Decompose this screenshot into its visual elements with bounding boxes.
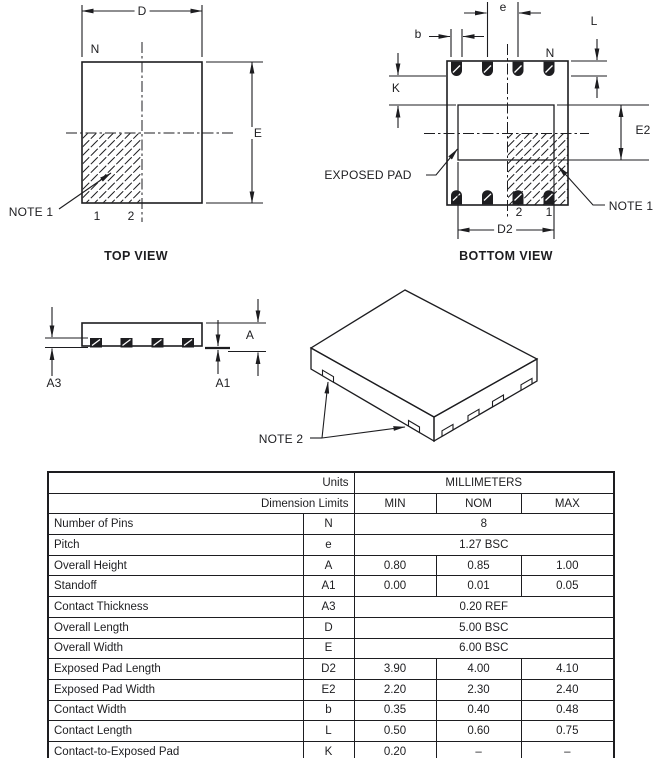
dimension-symbol-cell: N — [303, 514, 354, 535]
dimension-name-cell: Pitch — [48, 535, 303, 556]
dimension-max-cell: 4.10 — [521, 659, 614, 680]
pin1-number: 1 — [93, 209, 101, 223]
dimension-nom-cell: 0.40 — [436, 700, 521, 721]
dimension-max-cell: 1.00 — [521, 555, 614, 576]
dim-label-e: E — [251, 127, 265, 139]
dimension-value-cell: 8 — [354, 514, 614, 535]
pin1-hatch-area — [83, 134, 142, 203]
dimension-nom-cell: 2.30 — [436, 679, 521, 700]
dim-label-l: L — [590, 14, 598, 28]
note2-leader — [322, 382, 328, 438]
table-row — [48, 617, 614, 638]
table-row — [48, 576, 614, 597]
table-row — [48, 679, 614, 700]
col-header-min: MIN — [354, 493, 436, 514]
pin1-number: 1 — [545, 205, 553, 219]
table-row — [48, 597, 614, 618]
pin-count-label: N — [545, 46, 555, 60]
dimension-table-body — [48, 514, 614, 758]
table-row — [48, 535, 614, 556]
dimension-symbol-cell: A — [303, 555, 354, 576]
dim-label-e2: E2 — [635, 123, 651, 137]
top-view-title: TOP VIEW — [104, 248, 168, 263]
dimension-symbol-cell: D — [303, 617, 354, 638]
dimension-symbol-cell: E2 — [303, 679, 354, 700]
dim-label-a1: A1 — [215, 376, 231, 390]
pin2-number: 2 — [515, 205, 523, 219]
side-view-drawing — [45, 299, 266, 376]
units-value-cell: MILLIMETERS — [354, 472, 614, 493]
table-row — [48, 555, 614, 576]
dimension-symbol-cell: b — [303, 700, 354, 721]
table-header-units — [48, 472, 614, 493]
note1-label: NOTE 1 — [608, 199, 654, 213]
dim-label-d2: D2 — [494, 223, 516, 235]
dimension-max-cell: 0.75 — [521, 721, 614, 742]
dimension-nom-cell: 0.01 — [436, 576, 521, 597]
dim-label-k: K — [391, 81, 401, 95]
dimension-min-cell: 0.00 — [354, 576, 436, 597]
dimension-nom-cell: – — [436, 741, 521, 758]
dimension-name-cell: Contact Length — [48, 721, 303, 742]
dim-label-pitch: e — [499, 0, 507, 14]
table-row — [48, 514, 614, 535]
dimension-max-cell: – — [521, 741, 614, 758]
dimension-max-cell: 0.48 — [521, 700, 614, 721]
dimension-max-cell: 2.40 — [521, 679, 614, 700]
dimension-name-cell: Overall Height — [48, 555, 303, 576]
dimension-min-cell: 0.80 — [354, 555, 436, 576]
dimension-name-cell: Standoff — [48, 576, 303, 597]
table-row — [48, 659, 614, 680]
dimension-name-cell: Overall Length — [48, 617, 303, 638]
dimension-symbol-cell: D2 — [303, 659, 354, 680]
exposed-pad-label: EXPOSED PAD — [324, 168, 412, 182]
dimension-value-cell: 0.20 REF — [354, 597, 614, 618]
note2-label: NOTE 2 — [258, 432, 304, 446]
col-header-nom: NOM — [436, 493, 521, 514]
dimension-name-cell: Contact Width — [48, 700, 303, 721]
dimension-max-cell: 0.05 — [521, 576, 614, 597]
pin2-number: 2 — [127, 209, 135, 223]
table-row — [48, 638, 614, 659]
dimension-nom-cell: 0.60 — [436, 721, 521, 742]
bottom-view-title: BOTTOM VIEW — [459, 248, 553, 263]
units-label-cell: Units — [48, 472, 354, 493]
dimension-nom-cell: 4.00 — [436, 659, 521, 680]
dim-label-a3: A3 — [46, 376, 62, 390]
table-row — [48, 741, 614, 758]
dimension-symbol-cell: K — [303, 741, 354, 758]
dim-label-b: b — [414, 27, 422, 41]
dimension-nom-cell: 0.85 — [436, 555, 521, 576]
dimension-name-cell: Overall Width — [48, 638, 303, 659]
table-row — [48, 721, 614, 742]
table-row — [48, 700, 614, 721]
dimension-name-cell: Contact-to-Exposed Pad — [48, 741, 303, 758]
dimension-symbol-cell: L — [303, 721, 354, 742]
dimension-symbol-cell: A3 — [303, 597, 354, 618]
dimension-value-cell: 1.27 BSC — [354, 535, 614, 556]
dimension-symbol-cell: e — [303, 535, 354, 556]
dimension-min-cell: 0.20 — [354, 741, 436, 758]
dimension-value-cell: 6.00 BSC — [354, 638, 614, 659]
dimension-symbol-cell: A1 — [303, 576, 354, 597]
pin-count-label: N — [90, 42, 100, 56]
limits-label-cell: Dimension Limits — [48, 493, 354, 514]
dimension-min-cell: 2.20 — [354, 679, 436, 700]
top-view-drawing — [59, 5, 263, 222]
iso-view-drawing — [310, 290, 537, 441]
dimension-name-cell: Number of Pins — [48, 514, 303, 535]
dimension-name-cell: Exposed Pad Width — [48, 679, 303, 700]
dimension-name-cell: Contact Thickness — [48, 597, 303, 618]
note1-label: NOTE 1 — [8, 205, 54, 219]
dimension-min-cell: 0.50 — [354, 721, 436, 742]
dimension-value-cell: 5.00 BSC — [354, 617, 614, 638]
dimension-min-cell: 3.90 — [354, 659, 436, 680]
dimension-name-cell: Exposed Pad Length — [48, 659, 303, 680]
col-header-max: MAX — [521, 493, 614, 514]
dim-label-d: D — [135, 5, 150, 17]
table-header-limits — [48, 493, 614, 514]
dimension-symbol-cell: E — [303, 638, 354, 659]
dimension-min-cell: 0.35 — [354, 700, 436, 721]
dim-label-a: A — [245, 328, 255, 342]
dimension-table — [47, 471, 615, 758]
